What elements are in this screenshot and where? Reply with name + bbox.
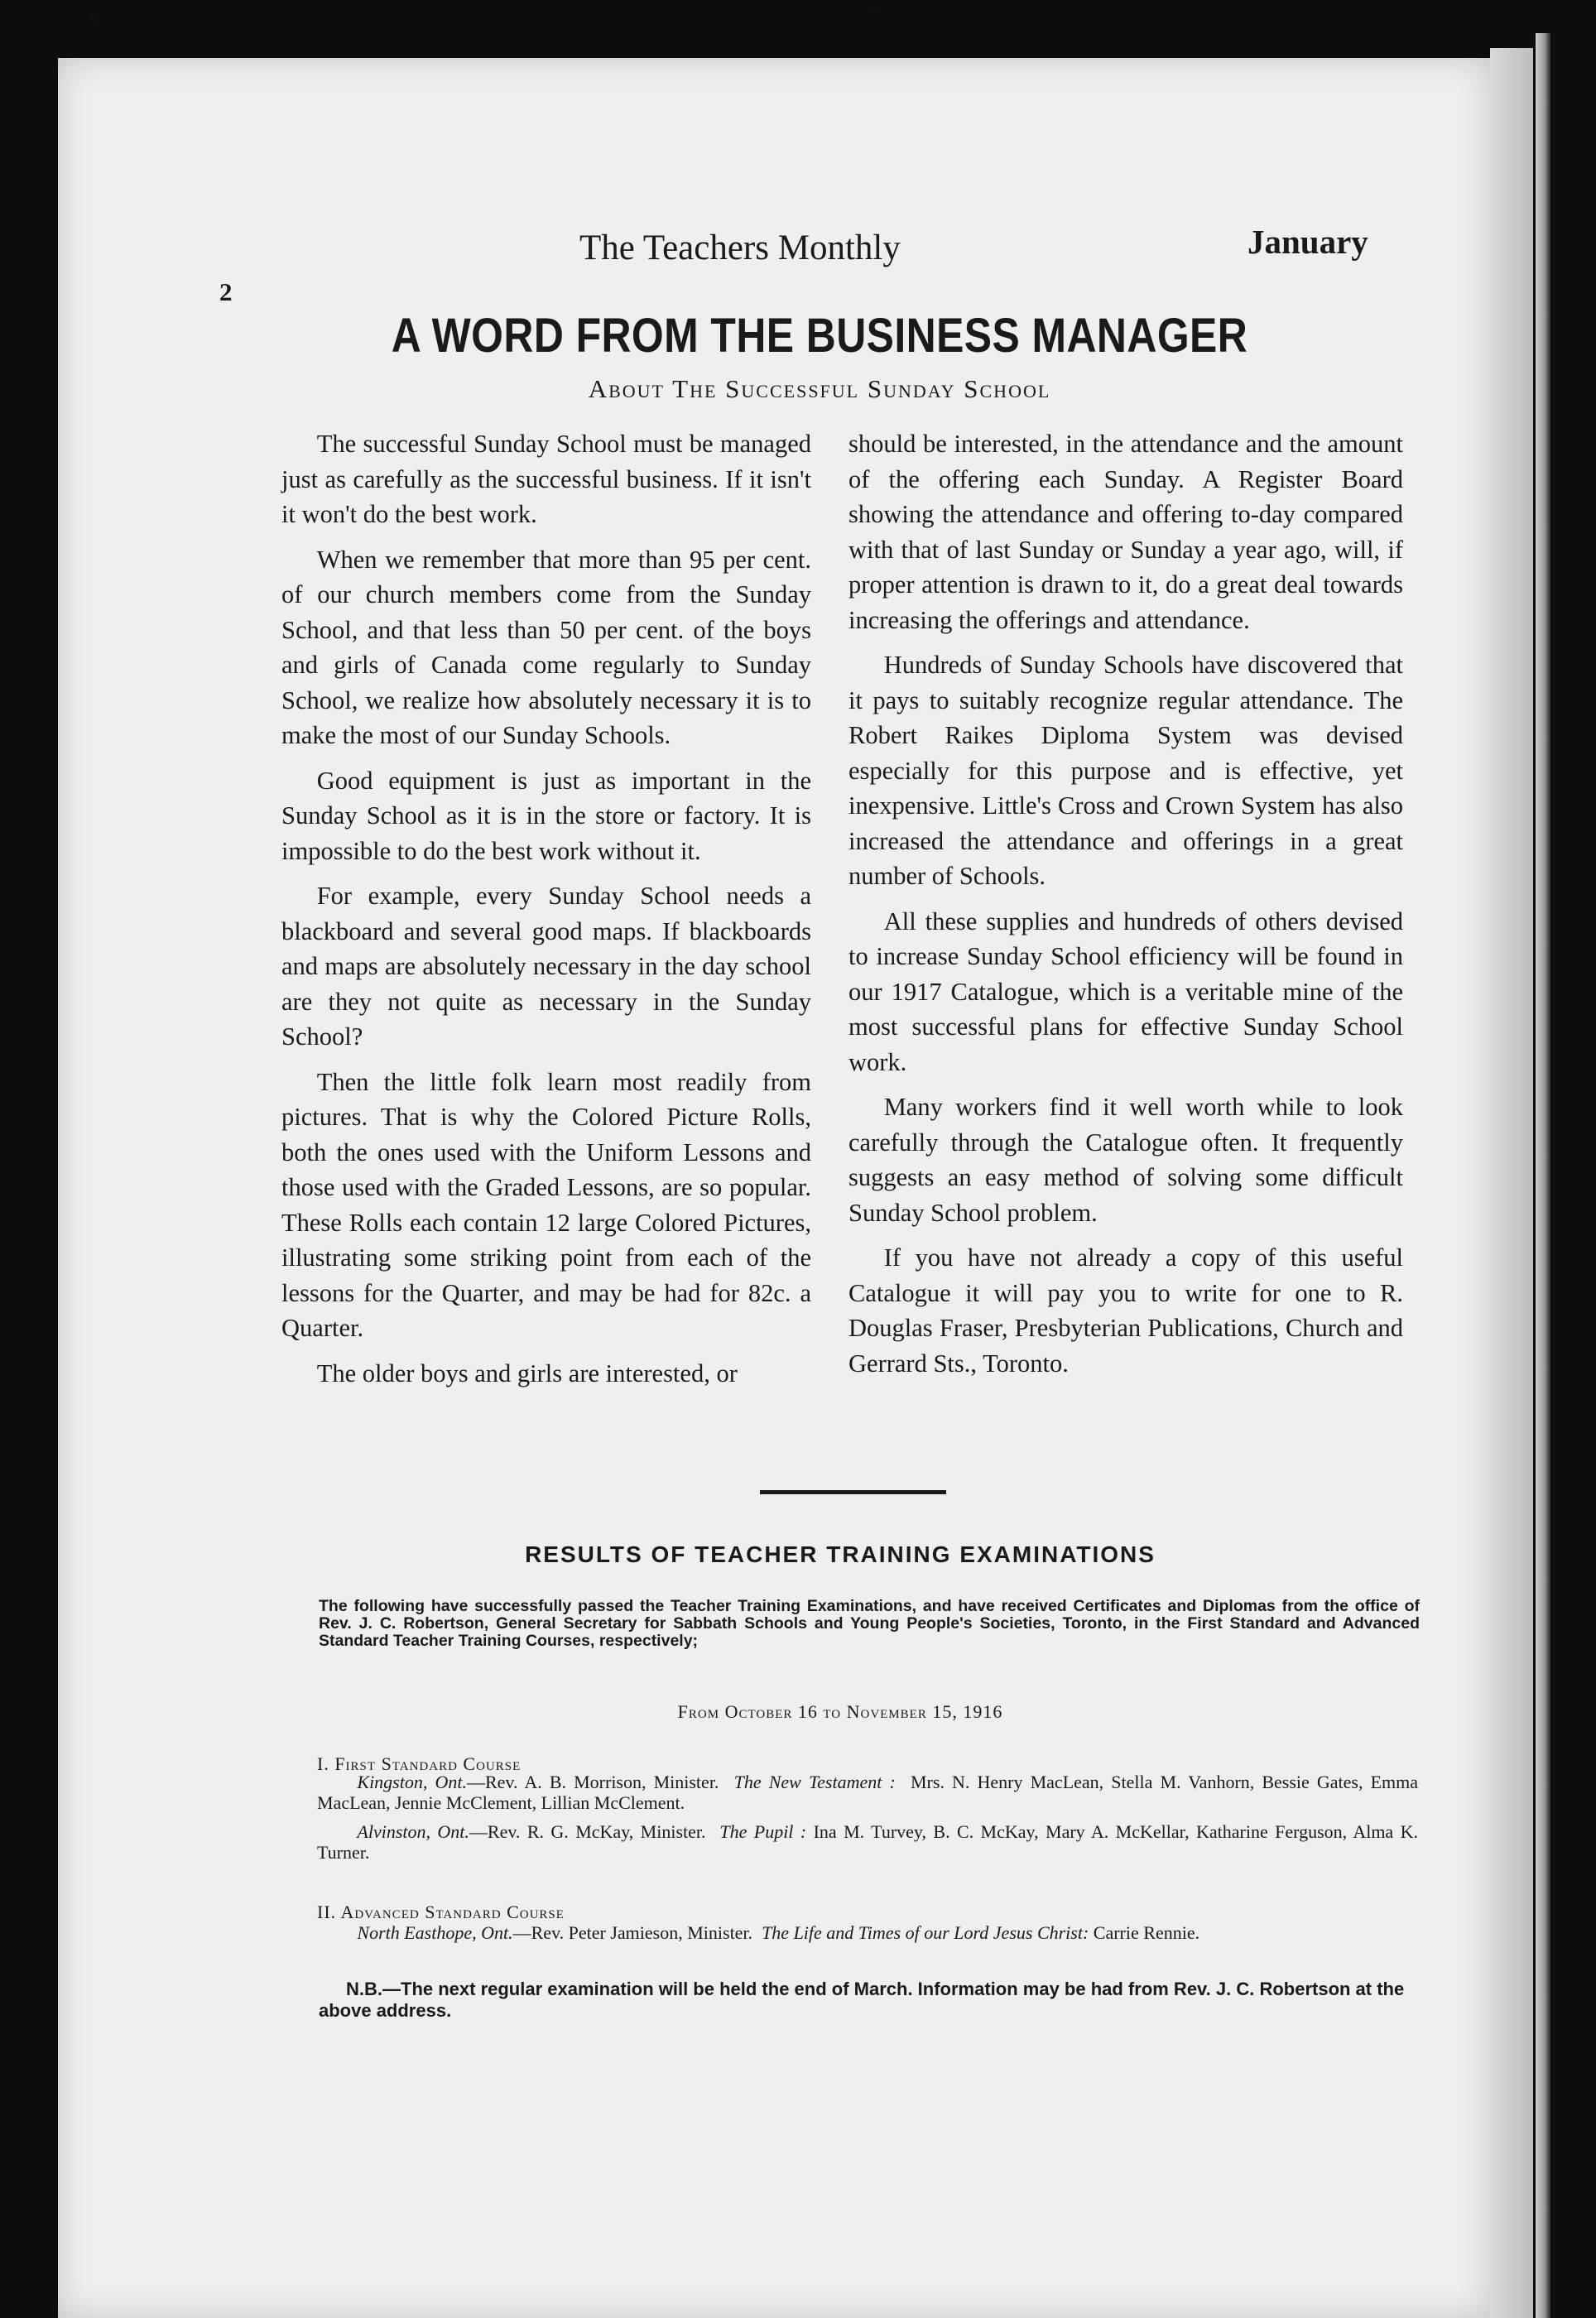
article-right-column (848, 426, 1403, 1391)
section-heading-advanced-standard: II. Advanced Standard Course (317, 1902, 565, 1922)
paragraph: Many workers find it well worth while to look carefully through the Catalogue often. It frequently suggests an easy method of solving some difficult Sunday School problem. (848, 1093, 1403, 1227)
entry-course: The Pupil : (719, 1821, 807, 1842)
section-divider (760, 1490, 946, 1494)
article-subheadline: About The Successful Sunday School (588, 374, 1051, 403)
entry-names: Carrie Rennie. (1093, 1922, 1200, 1943)
entry-place: Alvinston, Ont. (357, 1821, 469, 1842)
paragraph: For example, every Sunday School needs a blackboard and several good maps. If blackboards and maps are absolutely necessary in the day school are they not quite as necessary in the Sunday School? (281, 882, 811, 1051)
results-note: N.B.—The next regular examination will be held the end of March. Information may be had from Rev. J. C. Robertson at the above address. (319, 1979, 1405, 2021)
results-intro: The following have successfully passed the Teacher Training Examinations, and have received Certificates and Diplomas from the office of Rev. J. C. Robertson, General Secretary for Sabbath Schools and Young People's Societies, Toronto, in the First Standard and Advanced Standard Teacher Training Courses, respectively; (319, 1597, 1420, 1650)
entry-place: Kingston, Ont. (357, 1772, 467, 1792)
scan-binding-edge (1536, 33, 1550, 2318)
entry-minister: —Rev. A. B. Morrison, Minister. (466, 1772, 719, 1792)
section-heading-first-standard: I. First Standard Course (317, 1753, 522, 1774)
entry-minister: —Rev. R. G. McKay, Minister. (469, 1821, 706, 1842)
paragraph: If you have not already a copy of this useful Catalogue it will pay you to write for one to R. Douglas Fraser, Presbyterian Publications, Church and Gerrard Sts., Toronto. (848, 1243, 1403, 1378)
entry-names: Ina M. Turvey, B. C. McKay, Mary A. McKellar, Katharine Ferguson, Alma K. Turner. (317, 1821, 1418, 1863)
entry-place: North Easthope, Ont. (357, 1922, 513, 1943)
results-entry (317, 1821, 1418, 1863)
paragraph: When we remember that more than 95 per cent. of our church members come from the Sunday School, and that less than 50 per cent. of the boys and girls of Canada come regularly to Sunday School, we realize how absolutely necessary it is to make the most of our Sunday Schools. (281, 545, 811, 749)
results-entry (317, 1922, 1418, 1943)
running-month: January (1247, 223, 1368, 261)
paragraph-continuation: should be interested, in the attendance and the amount of the offering each Sunday. A Register Board showing the attendance and offering to-day compared with that of last Sunday or Sunday a year ago, will, if proper attention is drawn to it, do a great deal towards increasing the offerings and attendance. (848, 430, 1403, 634)
results-title: RESULTS OF TEACHER TRAINING EXAMINATIONS (525, 1541, 1156, 1567)
adjacent-page-edge (1490, 48, 1533, 2318)
paragraph: Good equipment is just as important in the Sunday School as it is in the store or factory. It is impossible to do the best work without it. (281, 766, 811, 865)
paragraph: All these supplies and hundreds of others devised to increase Sunday School efficiency will be found in our 1917 Catalogue, which is a veritable mine of the most successful plans for effective Sunday School work. (848, 907, 1403, 1076)
paragraph: The successful Sunday School must be managed just as carefully as the successful business. If it isn't it won't do the best work. (281, 430, 811, 528)
paragraph: Then the little folk learn most readily from pictures. That is why the Colored Picture Rolls, both the ones used with the Uniform Lessons and those used with the Graded Lessons, are so popular. These Rolls each contain 12 large Colored Pictures, illustrating some striking point from each of the lessons for the Quarter, and may be had for 82c. a Quarter. (281, 1067, 811, 1342)
scan-speck (869, 7, 877, 12)
article-headline: A WORD FROM THE BUSINESS MANAGER (391, 309, 1248, 363)
article-left-column (281, 426, 811, 1401)
paragraph: Hundreds of Sunday Schools have discovered that it pays to suitably recognize regular attendance. The Robert Raikes Diploma System was devised especially for this purpose and is effective, yet inexpensive. Little's Cross and Crown System has also increased the attendance and offerings in a great number of Schools. (848, 651, 1403, 890)
results-entry (317, 1772, 1418, 1813)
results-date-range: From October 16 to November 15, 1916 (677, 1701, 1003, 1722)
running-title: The Teachers Monthly (579, 228, 901, 267)
entry-names: Mrs. N. Henry MacLean, Stella M. Vanhorn, Bessie Gates, Emma MacLean, Jennie McClement, Lillian McClement. (317, 1772, 1419, 1813)
entry-course: The Life and Times of our Lord Jesus Christ: (762, 1922, 1089, 1943)
entry-course: The New Testament : (733, 1772, 896, 1792)
entry-minister: —Rev. Peter Jamieson, Minister. (512, 1922, 753, 1943)
paragraph: The older boys and girls are interested, or (316, 1359, 738, 1387)
scan-speck (91, 17, 96, 21)
page-number: 2 (219, 277, 233, 306)
